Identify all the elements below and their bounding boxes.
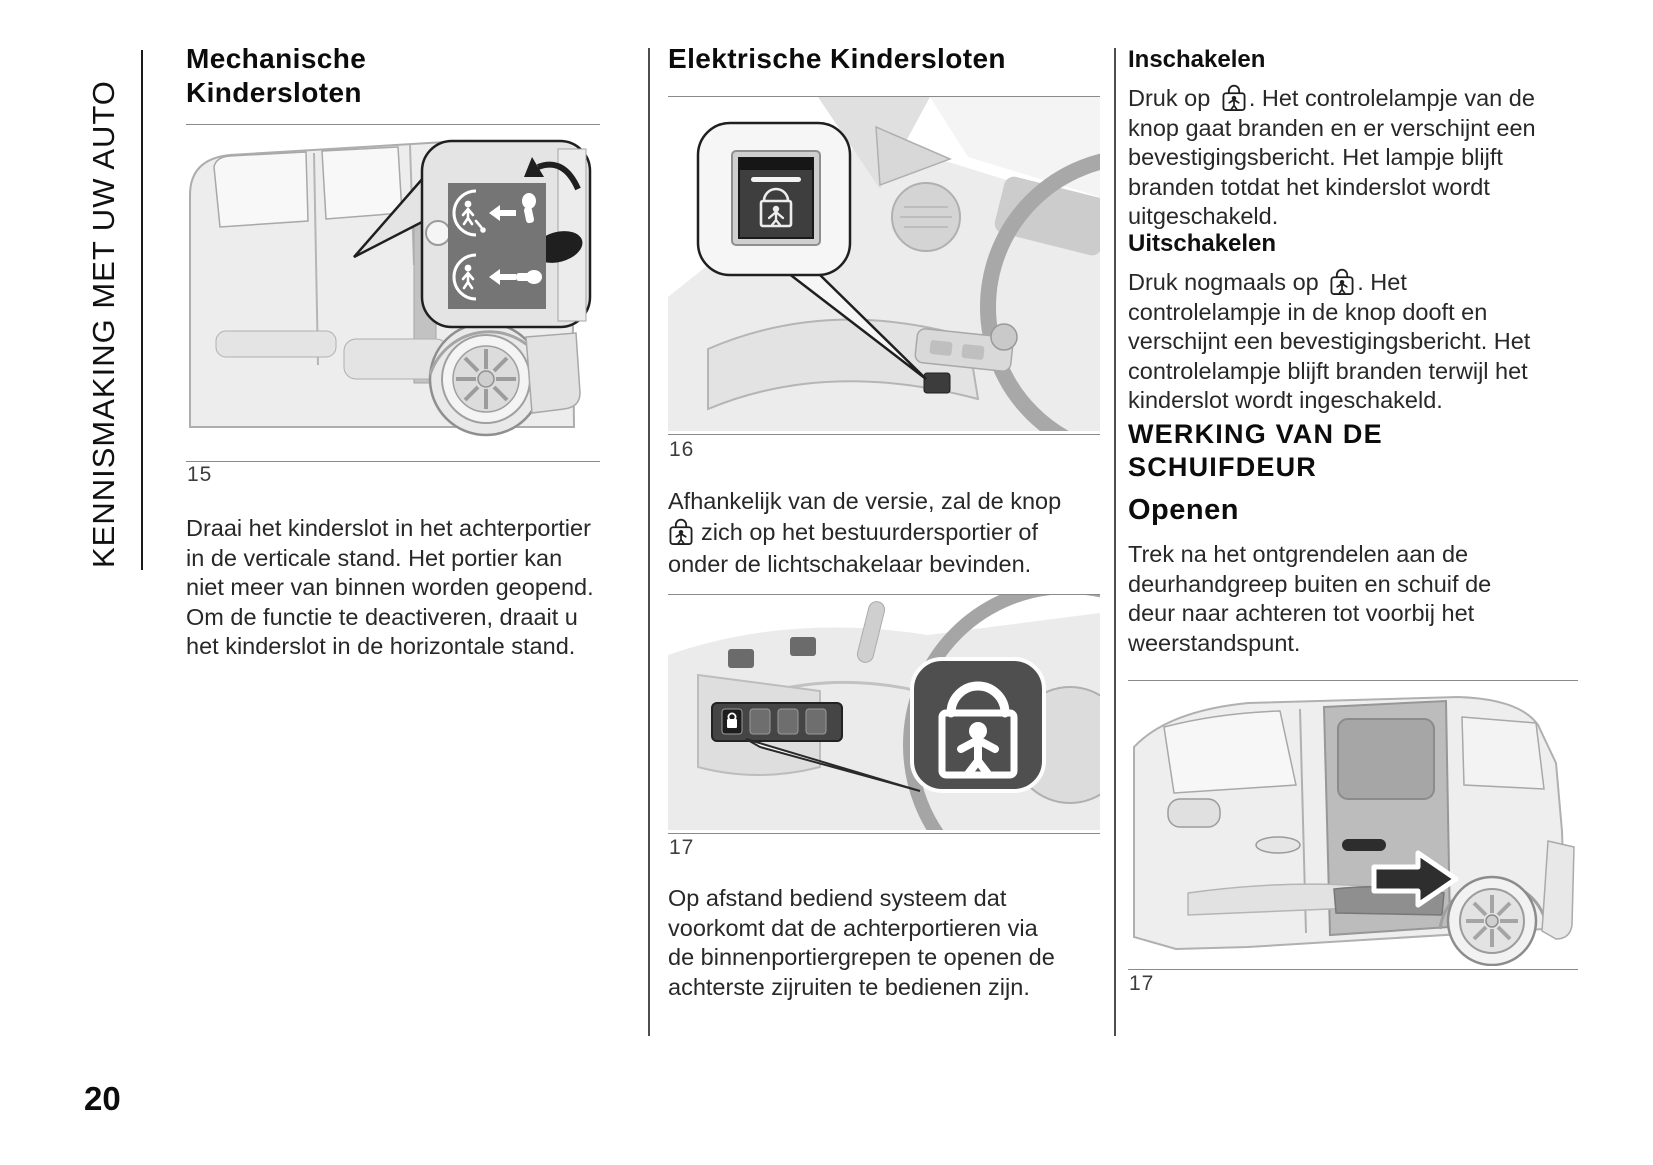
col3-paragraph-1: Druk op . Het controlelampje van de knop gaat branden en er verschijnt een bevestigingsbericht. Het lampje blijft branden totdat het kinderslot wordt uitgeschakeld. <box>1128 85 1536 230</box>
column-divider-2 <box>1114 48 1116 1036</box>
col3-paragraph-2: Druk nogmaals op . Het controlelampje in de knop dooft en verschijnt een bevestigingsbericht. Het controlelampje blijft branden terwijl het kinderslot wordt ingeschakeld. <box>1128 269 1531 414</box>
heading-mechanische-kindersloten: Mechanische Kindersloten <box>186 43 367 108</box>
child-lock-icon <box>668 518 694 546</box>
page-number: 20 <box>84 1080 121 1117</box>
figure-van-rear-child-lock <box>186 124 600 462</box>
figure-number: 15 <box>187 463 213 486</box>
van-rear-illustration <box>186 125 600 458</box>
door-interior-illustration <box>668 97 1100 431</box>
figure-van-sliding-door <box>1128 680 1578 970</box>
col1-paragraph: Draai het kinderslot in het achterportier in de verticale stand. Het portier kan niet meer van binnen worden geopend. Om de functie te deactiveren, draait u het kinderslot in de horizontale stand. <box>186 515 594 660</box>
figure-door-interior-switch <box>668 96 1100 435</box>
heading-inschakelen: Inschakelen <box>1128 46 1266 73</box>
child-lock-icon <box>1329 268 1355 296</box>
child-lock-icon <box>1221 84 1247 112</box>
heading-openen: Openen <box>1128 494 1239 526</box>
sliding-door-handle <box>1342 839 1386 851</box>
figure-number: 17 <box>669 836 695 859</box>
door-child-lock-switch <box>924 373 950 393</box>
col2-paragraph-2: Op afstand bediend systeem dat voorkomt dat de achterportieren via de binnenportiergrepen te openen de achterste zijruiten te bedienen zijn. <box>668 885 1055 1000</box>
sidebar-rule <box>141 50 143 570</box>
figure-dashboard-child-lock-button <box>668 594 1100 834</box>
heading-uitschakelen: Uitschakelen <box>1128 230 1277 257</box>
sidebar-section-title: KENNISMAKING MET UW AUTO <box>86 80 121 568</box>
van-side-illustration <box>1128 681 1578 966</box>
figure-number: 16 <box>669 438 695 461</box>
column-divider-1 <box>648 48 650 1036</box>
electric-child-lock-switch-detail <box>732 151 820 245</box>
col2-paragraph-1: Afhankelijk van de versie, zal de knop zich op het bestuurdersportier of onder de lichtschakelaar bevinden. <box>668 488 1062 577</box>
col3-paragraph-3: Trek na het ontgrendelen aan de deurhandgreep buiten en schuif de deur naar achteren tot voorbij het weerstandspunt. <box>1128 541 1492 656</box>
heading-werking-van-de-schuifdeur: WERKING VAN DE SCHUIFDEUR <box>1128 419 1383 482</box>
heading-elektrische-kindersloten: Elektrische Kindersloten <box>668 43 1006 74</box>
dashboard-illustration <box>668 595 1100 830</box>
figure-number: 17 <box>1129 972 1155 995</box>
